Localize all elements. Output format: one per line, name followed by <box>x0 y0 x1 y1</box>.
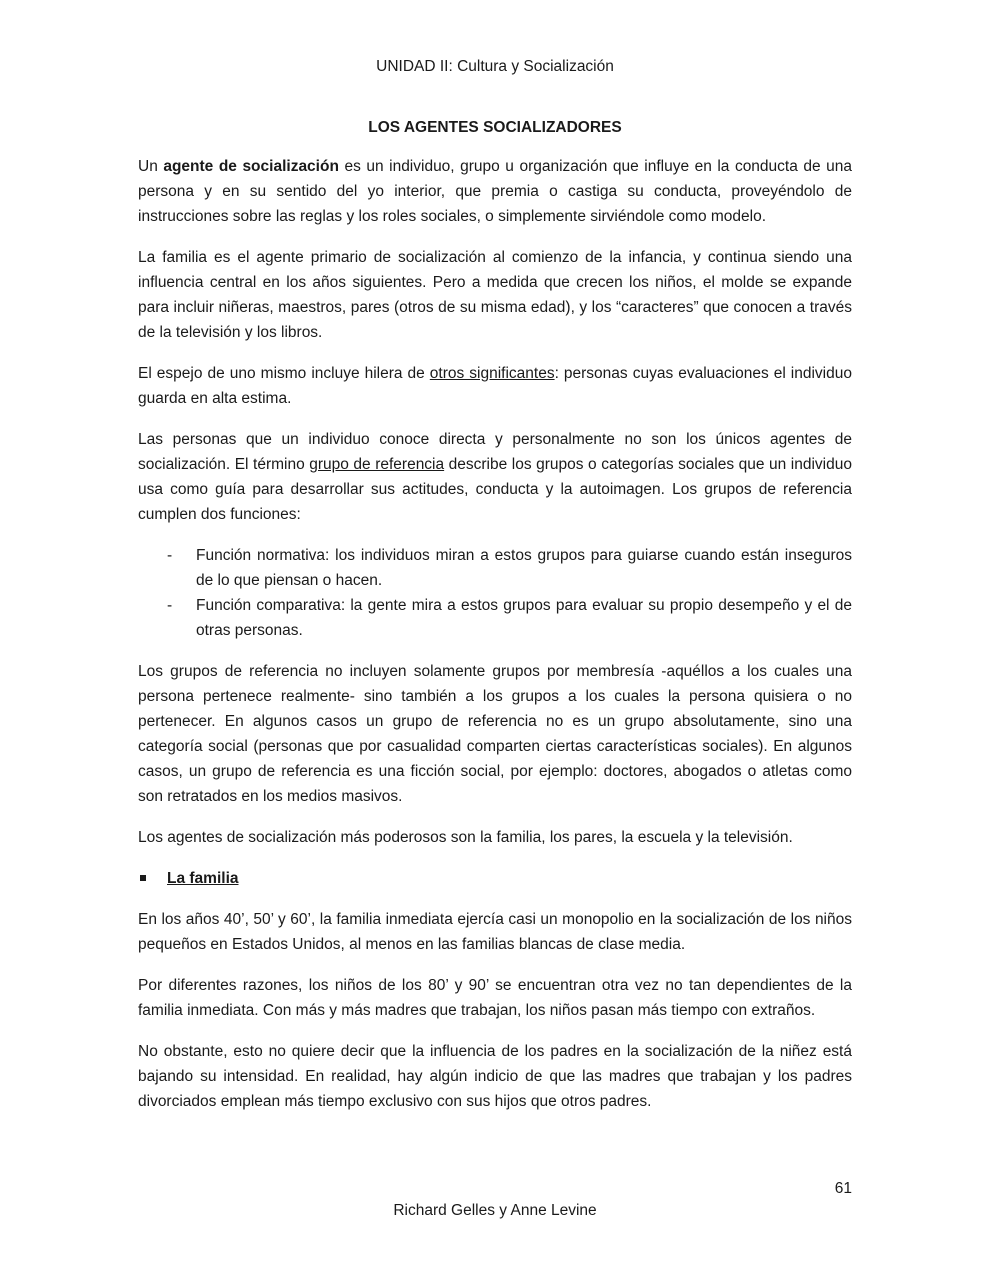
section-heading-familia <box>138 866 852 891</box>
page-number: 61 <box>834 1180 852 1197</box>
underlined-term-grupo-referencia: grupo de referencia <box>309 456 445 473</box>
paragraph-anos-80-90: Por diferentes razones, los niños de los 80’ y 90’ se encuentran otra vez no tan dependientes de la familia inmediata. Con más y más madres que trabajan, los niños pasan más tiempo con extraños. <box>138 977 852 1019</box>
paragraph-grupos-membresia: Los grupos de referencia no incluyen solamente grupos por membresía -aquéllos a los cuales una persona pertenece realmente- sino también a los grupos a los cuales la persona quisiera o no pertenecer. En algunos casos un grupo de referencia no es un grupo absolutamente, sino una categoría social (personas que por casualidad comparten ciertas características sociales). En algunos casos, un grupo de referencia es una ficción social, por ejemplo: doctores, abogados o atletas como son retratados en los medios masivos. <box>138 663 852 805</box>
paragraph-lead: Las personas que un individuo conoce directa y personalmente no son los únicos agentes de socialización. El término <box>138 431 852 473</box>
list-item <box>138 593 852 643</box>
square-bullet-icon <box>140 875 146 881</box>
list-item-text: Función comparativa: la gente mira a estos grupos para evaluar su propio desempeño y el de otras personas. <box>196 597 852 639</box>
page-content <box>138 115 852 1130</box>
paragraph-influencia-padres: No obstante, esto no quiere decir que la influencia de los padres en la socialización de la niñez está bajando su intensidad. En realidad, hay algún indicio de que las madres que trabajan y los padres divorciados emplean más tiempo exclusivo con sus hijos que otros padres. <box>138 1043 852 1110</box>
underlined-term-otros-significantes: otros significantes <box>429 365 555 382</box>
page-footer-authors: Richard Gelles y Anne Levine <box>393 1202 597 1219</box>
bold-term-agente: agente de socialización <box>163 158 339 175</box>
paragraph-rest: : personas cuyas evaluaciones el individuo guarda en alta estima. <box>138 365 852 407</box>
paragraph-familia-agente: La familia es el agente primario de socialización al comienzo de la infancia, y continua siendo una influencia central en los años siguientes. Pero a medida que crecen los niños, el molde se expande para incluir niñeras, maestros, pares (otros de su misma edad), y los “caracteres” que conocen a través de la televisión y los libros. <box>138 249 852 341</box>
list-item <box>138 543 852 593</box>
paragraph-rest: es un individuo, grupo u organización que influye en la conducta de una persona y en su sentido del yo interior, que premia o castiga su conducta, proveyéndolo de instrucciones sobre las reglas y los roles sociales, o simplemente sirviéndole como modelo. <box>138 158 852 225</box>
paragraph-agentes-poderosos: Los agentes de socialización más poderosos son la familia, los pares, la escuela y la televisión. <box>138 829 793 846</box>
paragraph-rest: describe los grupos o categorías sociales que un individuo usa como guía para desarrollar sus actitudes, conducta y la autoimagen. Los grupos de referencia cumplen dos funciones: <box>138 456 852 523</box>
dash-bullet: - <box>167 547 173 564</box>
paragraph-agente-definicion <box>138 154 852 229</box>
list-item-text: Función normativa: los individuos miran a estos grupos para guiarse cuando están inseguros de lo que piensan o hacen. <box>196 547 852 589</box>
paragraph-grupo-referencia <box>138 427 852 527</box>
paragraph-espejo <box>138 361 852 411</box>
page-header: UNIDAD II: Cultura y Socialización <box>376 58 614 75</box>
paragraph-lead: Un <box>138 158 164 175</box>
paragraph-lead: El espejo de uno mismo incluye hilera de <box>138 365 430 382</box>
page-title: LOS AGENTES SOCIALIZADORES <box>368 119 622 136</box>
section-heading-label: La familia <box>167 870 239 887</box>
dash-bullet: - <box>167 597 173 614</box>
functions-list <box>138 543 852 643</box>
paragraph-anos-40-60: En los años 40’, 50’ y 60’, la familia inmediata ejercía casi un monopolio en la socialización de los niños pequeños en Estados Unidos, al menos en las familias blancas de clase media. <box>138 911 852 953</box>
